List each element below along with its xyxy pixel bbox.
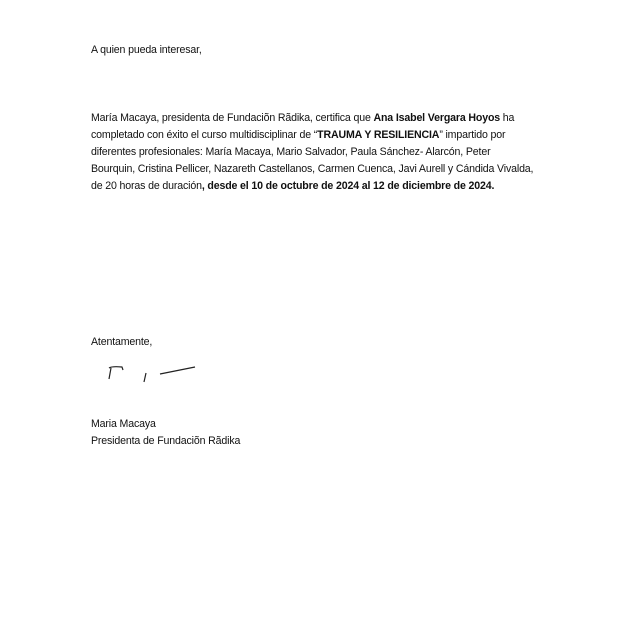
text: de 20 horas de duración (91, 180, 202, 192)
text: María Macaya, presidenta de Fundaciõn Rãdika, certifica que (91, 112, 374, 124)
body-line-2 (91, 129, 505, 141)
text: ” impartido por (439, 129, 506, 141)
signer-title: Presidenta de Fundaciõn Rãdika (91, 435, 241, 447)
body-line-5 (91, 180, 494, 192)
greeting: A quien pueda interesar, (91, 44, 202, 56)
body-line-3: diferentes profesionales: María Macaya, Mario Salvador, Paula Sánchez- Alarcón, Peter (91, 146, 491, 158)
recipient-name: Ana Isabel Vergara Hoyos (373, 112, 501, 124)
closing: Atentamente, (91, 336, 153, 348)
body-line-1 (91, 112, 514, 124)
signature (100, 360, 200, 390)
text: ha (500, 112, 515, 124)
text: completado con éxito el curso multidisciplinar de “ (91, 129, 318, 141)
body-line-4: Bourquin, Cristina Pellicer, Nazareth Castellanos, Carmen Cuenca, Javi Aurell y Cándida Vivalda, (91, 163, 534, 175)
signer-name: Maria Macaya (91, 418, 156, 430)
course-name: TRAUMA Y RESILIENCIA (317, 129, 440, 141)
course-dates: , desde el 10 de octubre de 2024 al 12 de diciembre de 2024. (201, 180, 495, 192)
